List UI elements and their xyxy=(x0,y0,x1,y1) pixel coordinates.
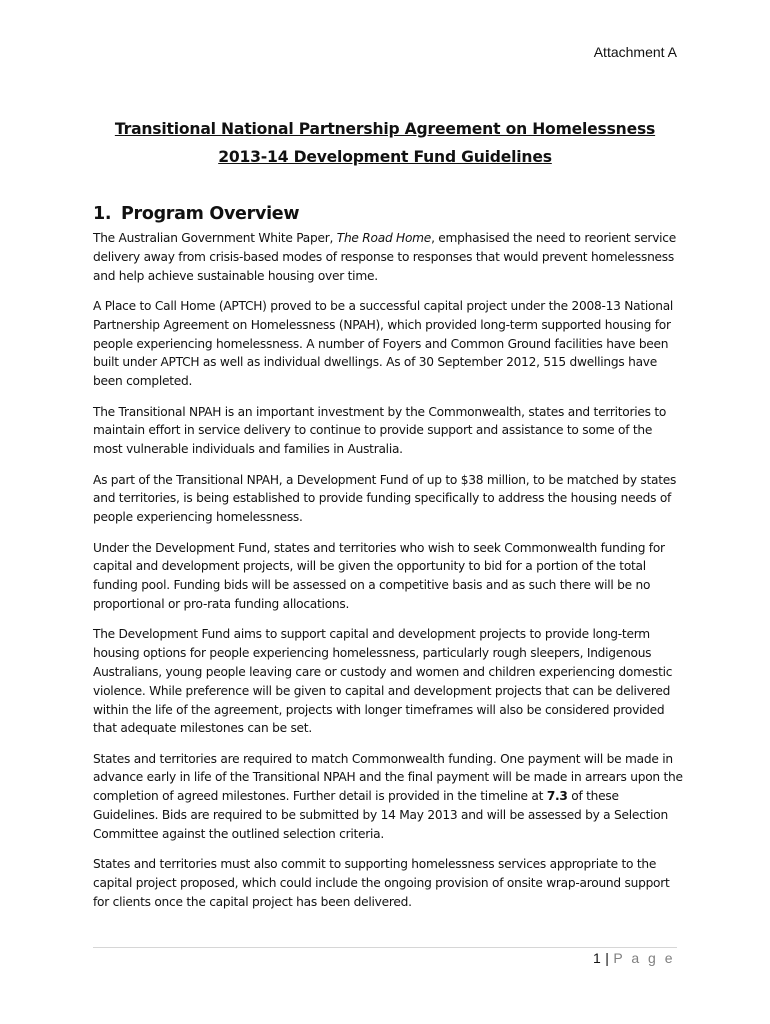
paragraph-1-title-ref: The Road Home xyxy=(336,231,432,245)
paragraph-7-text-a: States and territories are required to match Commonwealth funding. One payment will be made in advance early in life of the Transitional NPAH and the final payment will be made in arrears upon the completion of agreed milestones. Further detail is provided in the timeline at xyxy=(93,751,683,804)
paragraph-3: The Transitional NPAH is an important investment by the Commonwealth, states and territories to maintain effort in service delivery to continue to provide support and assistance to some of the most vulnerable individuals and families in Australia. xyxy=(93,404,667,457)
page-number: 1 xyxy=(592,950,602,966)
page-label: P a g e xyxy=(613,950,675,966)
paragraph-8: States and territories must also commit to supporting homelessness services appropriate to the capital project proposed, which could include the ongoing provision of onsite wrap-around support for clients once the capital project has been delivered. xyxy=(93,857,670,909)
footer-separator: | xyxy=(605,950,610,966)
paragraph-1-text-a: The Australian Government White Paper, xyxy=(93,231,337,245)
attachment-label: Attachment A xyxy=(593,44,677,60)
body-text xyxy=(93,229,683,923)
section-number: 1. xyxy=(93,204,112,224)
section-title: Program Overview xyxy=(121,204,300,224)
section-heading xyxy=(93,204,299,224)
document-title-line1: Transitional National Partnership Agreement on Homelessness xyxy=(114,120,656,138)
paragraph-5: Under the Development Fund, states and territories who wish to seek Commonwealth funding for capital and development projects, will be given the opportunity to bid for a portion of the total funding pool. Funding bids will be assessed on a competitive basis and as such there will be no proportional or pro-rata funding allocations. xyxy=(93,540,665,611)
paragraph-1 xyxy=(93,229,683,285)
paragraph-1-text-b: , emphasised the need to reorient service delivery away from crisis-based modes of response to responses that would prevent homelessness and help achieve sustainable housing over time. xyxy=(93,231,676,283)
paragraph-4: As part of the Transitional NPAH, a Development Fund of up to $38 million, to be matched by states and territories, is being established to provide funding specifically to address the housing needs of people experiencing homelessness. xyxy=(93,472,677,525)
document-title-line2: 2013-14 Development Fund Guidelines xyxy=(218,148,552,166)
paragraph-7-reference: 7.3 xyxy=(546,789,568,804)
paragraph-6: The Development Fund aims to support capital and development projects to provide long-term housing options for people experiencing homelessness, particularly rough sleepers, Indigenous Australians, young people leaving care or custody and women and children experiencing domestic violence. While preference will be given to capital and development projects that can be delivered within the life of the agreement, projects with longer timeframes will also be considered provided that adequate milestones can be set. xyxy=(93,627,673,736)
footer-divider xyxy=(93,947,677,948)
paragraph-7 xyxy=(93,750,683,844)
page-footer xyxy=(593,950,675,966)
paragraph-7-text-b: of these Guidelines. Bids are required to be submitted by 14 May 2013 and will be assessed by a Selection Committee against the outlined selection criteria. xyxy=(93,789,668,841)
paragraph-2: A Place to Call Home (APTCH) proved to be a successful capital project under the 2008-13 National Partnership Agreement on Homelessness (NPAH), which provided long-term supported housing for people experiencing homelessness. A number of Foyers and Common Ground facilities have been built under APTCH as well as individual dwellings. As of 30 September 2012, 515 dwellings have been completed. xyxy=(93,298,674,389)
